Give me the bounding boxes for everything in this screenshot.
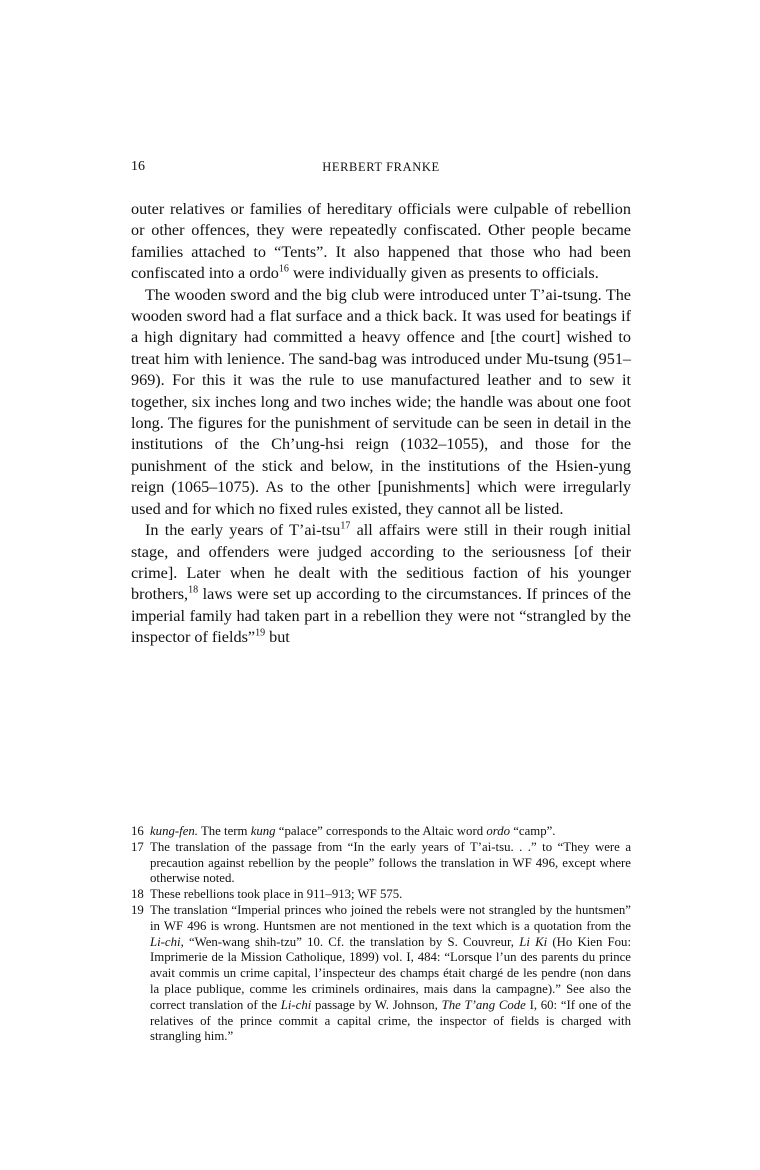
footnote-ref-17: 17 xyxy=(340,520,351,532)
footnote-17-text: The translation of the passage from “In the early years of T’ai-tsu. . .” to “They were a precaution against rebellion by the people” follows the translation in WF 496, except where otherwise noted. xyxy=(150,839,631,886)
footnote-ref-18: 18 xyxy=(188,584,199,596)
footnote-18-text: These rebellions took place in 911–913; WF 575. xyxy=(150,887,403,902)
footnote-17 xyxy=(131,840,631,887)
footnote-19-text: (Ho Kien Fou: Imprimerie de la Mission Catholique, 1899) vol. I, 484: “Lorsque l’un des parents du prince avait commis un crime capital, l’inspecteur des champs était chargé de les pendre (non dans la place publique, comme les criminels ordinaires, mais dans la campagne).” See also the correct translation of the xyxy=(150,934,632,1012)
footnote-19-text: passage by W. Johnson, xyxy=(311,997,442,1012)
footnote-number: 19 xyxy=(131,902,144,917)
paragraph-1-text-a: outer relatives or families of hereditary officials were culpable of rebellion or other offences, they were repeatedly confiscated. Other people became families attached to “Tents”. It also happened that those who had been confiscated into a ordo xyxy=(131,200,631,283)
paragraph-1-text-b: were individually given as presents to officials. xyxy=(288,264,599,283)
footnote-number: 17 xyxy=(131,839,144,854)
footnote-19-title: The T’ang Code xyxy=(441,997,526,1012)
footnote-19-title: Li Ki xyxy=(519,934,548,949)
footnote-16-text: “camp”. xyxy=(510,824,556,838)
paragraph-1 xyxy=(131,199,631,285)
page-header xyxy=(131,159,631,177)
body-text xyxy=(131,199,631,649)
footnote-16-term: ordo xyxy=(486,824,511,838)
paragraph-3 xyxy=(131,520,631,648)
running-head: HERBERT FRANKE xyxy=(322,160,440,174)
footnotes xyxy=(131,824,631,1045)
paragraph-3-text-d: but xyxy=(265,628,290,647)
paragraph-3-text-c: laws were set up according to the circumstances. If princes of the imperial family had taken part in a rebellion they were not “strangled by the inspector of fields” xyxy=(131,585,631,647)
paragraph-3-text-a: In the early years of T’ai-tsu xyxy=(145,521,341,540)
paragraph-3-text-b: all affairs were still in their rough initial stage, and offenders were judged according to the seriousness [of their crime]. Later when he dealt with the seditious faction of his younger brothers, xyxy=(131,521,631,604)
footnote-ref-19: 19 xyxy=(255,627,266,639)
footnote-16 xyxy=(131,824,631,840)
footnote-19-title: Li-chi xyxy=(280,997,312,1012)
footnote-16-text: The term xyxy=(197,824,251,838)
footnote-number: 16 xyxy=(131,824,144,838)
footnote-18 xyxy=(131,887,631,903)
page-number: 16 xyxy=(131,159,145,174)
footnote-16-text: “palace” corresponds to the Altaic word xyxy=(275,824,487,838)
footnote-19 xyxy=(131,903,631,1045)
paragraph-2: The wooden sword and the big club were introduced unter T’ai-tsung. The wooden sword had a flat surface and a thick back. It was used for beatings if a high dignitary had committed a heavy offence and [the court] wished to treat him with lenience. The sand-bag was introduced under Mu-tsung (951–969). For this it was the rule to use manufactured leather and to sew it together, six inches long and two inches wide; the handle was about one foot long. The figures for the punishment of servitude can be seen in detail in the institutions of the Ch’ung-hsi reign (1032–1055), and those for the punishment of the stick and below, in the institutions of the Hsien-yung reign (1065–1075). As to the other [punishments] which were irregularly used and for which no fixed rules existed, they cannot all be listed. xyxy=(131,285,631,518)
footnote-19-text: I, 60: “If one of the relatives of the prince commit a capital crime, the inspector of fields is charged with strangling him.” xyxy=(150,997,632,1044)
footnote-19-text: The translation “Imperial princes who joined the rebels were not strangled by the huntsmen” in WF 496 is wrong. Huntsmen are not mentioned in the text which is a quotation from the xyxy=(150,902,631,933)
footnote-ref-16: 16 xyxy=(278,263,289,275)
footnote-16-term: kung xyxy=(250,824,276,838)
footnote-19-title: Li-chi, xyxy=(150,934,184,949)
footnote-16-term: kung-fen. xyxy=(150,824,198,838)
footnote-19-text: “Wen-wang shih-tzu” 10. Cf. the translation by S. Couvreur, xyxy=(183,934,520,949)
footnote-number: 18 xyxy=(131,887,144,902)
